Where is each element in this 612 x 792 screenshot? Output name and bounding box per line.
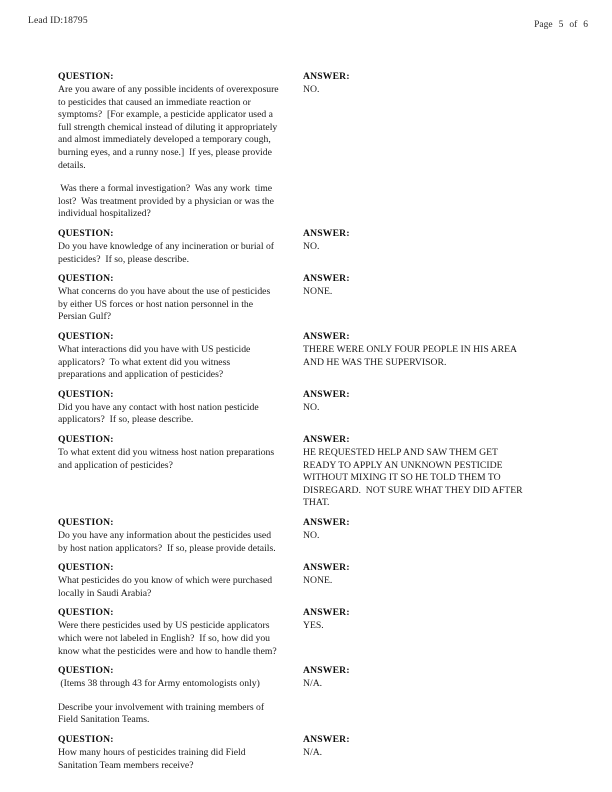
question-label: QUESTION: bbox=[58, 434, 114, 446]
answer-label: ANSWER: bbox=[303, 562, 350, 574]
question-line: pesticides? If so, please describe. bbox=[58, 253, 189, 265]
question-line: and almost immediately developed a temporary cough, bbox=[58, 134, 271, 146]
question-block bbox=[58, 272, 296, 324]
question-label: QUESTION: bbox=[58, 734, 114, 746]
answer-text bbox=[303, 402, 555, 415]
answer-block bbox=[303, 561, 555, 588]
question-text bbox=[58, 344, 296, 382]
question-label: QUESTION: bbox=[58, 331, 114, 343]
answer-line: YES. bbox=[303, 620, 324, 632]
question-line: Describe your involvement with training members of bbox=[58, 701, 265, 713]
question-line: applicators? To what extent did you witness bbox=[58, 356, 231, 368]
question-line: What interactions did you have with US pesticide bbox=[58, 344, 251, 356]
answer-line: NO. bbox=[303, 530, 320, 542]
answer-label: ANSWER: bbox=[303, 734, 350, 746]
question-line: full strength chemical instead of diluting it appropriately bbox=[58, 121, 278, 133]
answer-line: NONE. bbox=[303, 286, 333, 298]
question-block bbox=[58, 561, 296, 600]
question-line: Do you have knowledge of any incineration or burial of bbox=[58, 241, 275, 253]
answer-block bbox=[303, 433, 555, 510]
page-total: 6 bbox=[583, 20, 588, 30]
answer-label: ANSWER: bbox=[303, 517, 350, 529]
answer-block bbox=[303, 272, 555, 299]
question-text bbox=[58, 530, 296, 555]
question-text bbox=[58, 402, 296, 427]
answer-block bbox=[303, 664, 555, 691]
answer-line: DISREGARD. NOT SURE WHAT THEY DID AFTER bbox=[303, 484, 523, 496]
answer-line: THAT. bbox=[303, 497, 330, 509]
question-line: What concerns do you have about the use of pesticides bbox=[58, 286, 271, 298]
answer-label: ANSWER: bbox=[303, 388, 350, 400]
question-text bbox=[58, 447, 296, 472]
answer-text bbox=[303, 747, 555, 760]
answer-text bbox=[303, 286, 555, 299]
question-line: Did you have any contact with host nation pesticide bbox=[58, 401, 259, 413]
page-header bbox=[0, 16, 612, 34]
question-line: How many hours of pesticides training did Field bbox=[58, 747, 246, 759]
question-line: know what the pesticides were and how to handle them? bbox=[58, 645, 277, 657]
question-block bbox=[58, 606, 296, 658]
question-text bbox=[58, 286, 296, 324]
question-line: preparations and application of pesticides? bbox=[58, 369, 224, 381]
question-block bbox=[58, 227, 296, 266]
question-line: which were not labeled in English? If so, how did you bbox=[58, 633, 271, 645]
question-label: QUESTION: bbox=[58, 273, 114, 285]
question-text-continued bbox=[58, 702, 296, 727]
answer-label: ANSWER: bbox=[303, 434, 350, 446]
question-label: QUESTION: bbox=[58, 71, 114, 82]
lead-id-value: 18795 bbox=[63, 16, 88, 26]
question-line: Persian Gulf? bbox=[58, 311, 111, 323]
question-line: and application of pesticides? bbox=[58, 459, 173, 471]
answer-line: WITHOUT MIXING IT SO HE TOLD THEM TO bbox=[303, 472, 501, 484]
question-text bbox=[58, 84, 296, 172]
answer-label: ANSWER: bbox=[303, 71, 350, 82]
answer-text bbox=[303, 447, 555, 510]
answer-label: ANSWER: bbox=[303, 331, 350, 343]
question-label: QUESTION: bbox=[58, 228, 114, 240]
question-line: locally in Saudi Arabia? bbox=[58, 587, 152, 599]
question-line: Sanitation Team members receive? bbox=[58, 759, 194, 771]
answer-line: NO. bbox=[303, 84, 320, 95]
answer-block bbox=[303, 330, 555, 369]
question-line: To what extent did you witness host nation preparations bbox=[58, 447, 275, 459]
answer-block bbox=[303, 388, 555, 415]
question-line: by either US forces or host nation personnel in the bbox=[58, 298, 254, 310]
question-line: to pesticides that caused an immediate reaction or bbox=[58, 96, 251, 108]
question-line: by host nation applicators? If so, please provide details. bbox=[58, 542, 276, 554]
answer-text bbox=[303, 575, 555, 588]
answer-line: N/A. bbox=[303, 678, 323, 690]
paragraph-spacer bbox=[58, 691, 296, 702]
question-line: What pesticides do you know of which were purchased bbox=[58, 575, 273, 587]
answer-block bbox=[303, 70, 555, 97]
question-line: Was there a formal investigation? Was any work time bbox=[58, 183, 273, 195]
answer-text bbox=[303, 84, 555, 97]
question-label: QUESTION: bbox=[58, 665, 114, 677]
question-label: QUESTION: bbox=[58, 562, 114, 574]
page-number-indicator bbox=[534, 20, 588, 30]
answer-line: NO. bbox=[303, 401, 320, 413]
question-line: Are you aware of any possible incidents of overexposure bbox=[58, 84, 279, 95]
question-line: Were there pesticides used by US pesticide applicators bbox=[58, 620, 270, 632]
question-block bbox=[58, 664, 296, 727]
lead-id bbox=[28, 16, 88, 26]
question-line: burning eyes, and a runny nose.] If yes, please provide bbox=[58, 146, 272, 158]
answer-block bbox=[303, 516, 555, 543]
answer-label: ANSWER: bbox=[303, 228, 350, 240]
question-label: QUESTION: bbox=[58, 388, 114, 400]
answer-line: AND HE WAS THE SUPERVISOR. bbox=[303, 356, 447, 368]
qa-list bbox=[0, 70, 612, 778]
answer-text bbox=[303, 530, 555, 543]
lead-id-label: Lead ID: bbox=[28, 16, 64, 26]
question-label: QUESTION: bbox=[58, 517, 114, 529]
question-block bbox=[58, 330, 296, 382]
question-block bbox=[58, 70, 296, 221]
answer-block bbox=[303, 227, 555, 254]
answer-block bbox=[303, 606, 555, 633]
page-current: 5 bbox=[558, 20, 564, 30]
question-text bbox=[58, 575, 296, 600]
question-text-continued bbox=[58, 183, 296, 221]
question-line: Field Sanitation Teams. bbox=[58, 714, 150, 726]
question-text bbox=[58, 747, 296, 772]
question-block bbox=[58, 733, 296, 772]
question-line: individual hospitalized? bbox=[58, 208, 151, 220]
answer-text bbox=[303, 620, 555, 633]
question-text bbox=[58, 678, 296, 691]
answer-line: READY TO APPLY AN UNKNOWN PESTICIDE bbox=[303, 459, 503, 471]
question-line: lost? Was treatment provided by a physician or was the bbox=[58, 195, 274, 207]
answer-line: NO. bbox=[303, 241, 320, 253]
answer-text bbox=[303, 678, 555, 691]
question-line: details. bbox=[58, 159, 86, 171]
answer-line: HE REQUESTED HELP AND SAW THEM GET bbox=[303, 447, 498, 459]
answer-line: THERE WERE ONLY FOUR PEOPLE IN HIS AREA bbox=[303, 344, 518, 356]
question-block bbox=[58, 388, 296, 427]
question-text bbox=[58, 241, 296, 266]
page-label: Page bbox=[534, 20, 553, 30]
question-line: symptoms? [For example, a pesticide applicator used a bbox=[58, 109, 273, 121]
page-of-label: of bbox=[569, 20, 578, 30]
question-line: Do you have any information about the pesticides used bbox=[58, 530, 272, 542]
question-block bbox=[58, 516, 296, 555]
question-text bbox=[58, 620, 296, 658]
answer-block bbox=[303, 733, 555, 760]
answer-text bbox=[303, 344, 555, 369]
question-block bbox=[58, 433, 296, 472]
question-line: (Items 38 through 43 for Army entomologists only) bbox=[58, 678, 260, 690]
answer-line: NONE. bbox=[303, 575, 333, 587]
paragraph-spacer bbox=[58, 172, 296, 183]
answer-line: N/A. bbox=[303, 747, 323, 759]
answer-label: ANSWER: bbox=[303, 665, 350, 677]
answer-label: ANSWER: bbox=[303, 273, 350, 285]
question-label: QUESTION: bbox=[58, 607, 114, 619]
answer-text bbox=[303, 241, 555, 254]
question-line: applicators? If so, please describe. bbox=[58, 414, 194, 426]
answer-label: ANSWER: bbox=[303, 607, 350, 619]
